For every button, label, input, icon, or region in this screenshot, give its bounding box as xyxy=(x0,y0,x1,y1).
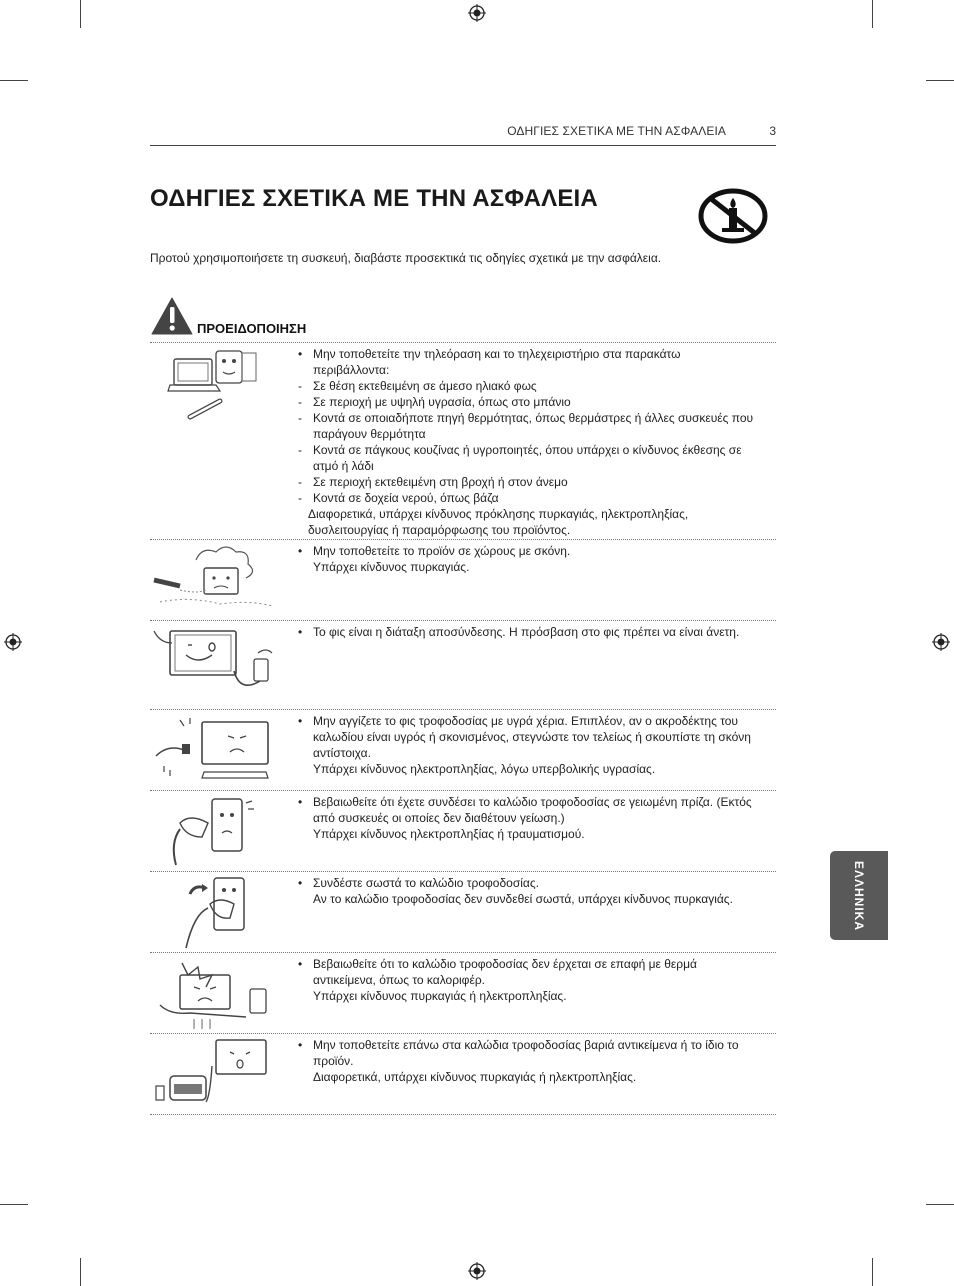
no-candle-icon xyxy=(698,188,768,244)
bullet-item xyxy=(296,346,756,506)
crop-mark-bottom-left-v xyxy=(80,1258,81,1286)
registration-mark-icon xyxy=(932,633,950,651)
safety-row xyxy=(150,952,776,1033)
safety-row xyxy=(150,620,776,709)
bullet-item xyxy=(296,543,756,575)
safety-row xyxy=(150,342,776,539)
warning-triangle-icon xyxy=(151,297,193,335)
bullet-text: Βεβαιωθείτε ότι το καλώδιο τροφοδοσίας δεν έρχεται σε επαφή με θερμά αντικείμενα, όπως το καλοριφέρ. xyxy=(313,957,697,987)
bullet-text: Βεβαιωθείτε ότι έχετε συνδέσει το καλώδιο τροφοδοσίας σε γειωμένη πρίζα. (Εκτός από συσκευές οι οποίες δεν διαθέτουν γείωση.) xyxy=(313,795,752,825)
bullet-detail: Υπάρχει κίνδυνος πυρκαγιάς. xyxy=(313,560,470,574)
tv-remote-illustration xyxy=(150,345,280,421)
safety-row xyxy=(150,709,776,790)
page-number: 3 xyxy=(769,124,776,138)
heavy-objects-illustration xyxy=(150,1036,280,1112)
crop-mark-bottom-right-h xyxy=(926,1204,954,1205)
row-text xyxy=(296,875,756,907)
bullet-detail: Υπάρχει κίνδυνος πυρκαγιάς ή ηλεκτροπληξίας. xyxy=(313,989,567,1003)
dash-item: - Κοντά σε πάγκους κουζίνας ή υγροποιητές, όπου υπάρχει ο κίνδυνος έκθεσης σε ατμό ή λάδι xyxy=(296,442,756,474)
bullet-text: Μην τοποθετείτε επάνω στα καλώδια τροφοδοσίας βαριά αντικείμενα ή το ίδιο το προϊόν. xyxy=(313,1038,739,1068)
crop-mark-top-right-h xyxy=(926,80,954,81)
wet-hands-illustration xyxy=(150,712,280,788)
row-text xyxy=(296,713,756,777)
row-text xyxy=(296,1037,756,1085)
row-tail: Διαφορετικά, υπάρχει κίνδυνος πρόκλησης πυρκαγιάς, ηλεκτροπληξίας, δυσλειτουργίας ή παραμόρφωσης του προϊόντος. xyxy=(308,507,689,537)
grounded-outlet-illustration xyxy=(150,793,280,869)
bullet-text: Μην αγγίζετε το φις τροφοδοσίας με υγρά χέρια. Επιπλέον, αν ο ακροδέκτης του καλωδίου είναι υγρός ή σκονισμένος, στεγνώστε τον τελείως ή σκουπίστε τη σκόνη αντίστοιχα. xyxy=(313,714,751,760)
bullet-detail: Υπάρχει κίνδυνος ηλεκτροπληξίας, λόγω υπερβολικής υγρασίας. xyxy=(313,762,656,776)
dust-illustration xyxy=(150,542,280,618)
crop-mark-bottom-left-h xyxy=(0,1204,28,1205)
bullet-item xyxy=(296,794,756,842)
bullet-detail: Υπάρχει κίνδυνος ηλεκτροπληξίας ή τραυματισμού. xyxy=(313,827,585,841)
dash-item: - Σε θέση εκτεθειμένη σε άμεσο ηλιακό φως xyxy=(296,378,756,394)
bullet-item xyxy=(296,875,756,907)
bullet-item xyxy=(296,956,756,1004)
safety-row xyxy=(150,790,776,871)
warning-label: ΠΡΟΕΙΔΟΠΟΙΗΣΗ xyxy=(197,321,307,336)
row-text xyxy=(296,624,756,640)
dash-item: - Κοντά σε οποιαδήποτε πηγή θερμότητας, όπως θερμάστρες ή άλλες συσκευές που παράγουν θερμότητα xyxy=(296,410,756,442)
crop-mark-bottom-right-v xyxy=(872,1258,873,1286)
registration-mark-icon xyxy=(4,633,22,651)
bullet-item xyxy=(296,1037,756,1085)
bullet-text: Μην τοποθετείτε το προϊόν σε χώρους με σκόνη. xyxy=(313,544,571,558)
list-end-rule xyxy=(150,1114,776,1115)
row-text xyxy=(296,794,756,842)
dash-item: - Σε περιοχή εκτεθειμένη στη βροχή ή στον άνεμο xyxy=(296,474,756,490)
dash-item: - Σε περιοχή με υψηλή υγρασία, όπως στο μπάνιο xyxy=(296,394,756,410)
running-head-title: ΟΔΗΓΙΕΣ ΣΧΕΤΙΚΑ ΜΕ ΤΗΝ ΑΣΦΑΛΕΙΑ xyxy=(507,124,726,138)
plug-access-illustration xyxy=(150,623,280,699)
crop-mark-top-left-v xyxy=(80,0,81,28)
bullet-detail: Αν το καλώδιο τροφοδοσίας δεν συνδεθεί σωστά, υπάρχει κίνδυνος πυρκαγιάς. xyxy=(313,892,733,906)
crop-mark-top-right-v xyxy=(872,0,873,28)
row-text xyxy=(296,956,756,1004)
bullet-text: Μην τοποθετείτε την τηλεόραση και το τηλεχειριστήριο στα παρακάτω περιβάλλοντα: xyxy=(313,347,681,377)
intro-text: Προτού χρησιμοποιήσετε τη συσκευή, διαβάστε προσεκτικά τις οδηγίες σχετικά με την ασφάλεια. xyxy=(150,251,662,265)
dash-item: - Κοντά σε δοχεία νερού, όπως βάζα xyxy=(296,490,756,506)
connect-cable-illustration xyxy=(150,874,280,950)
language-tab-label: ΕΛΛΗΝΙΚΑ xyxy=(852,860,866,931)
row-text xyxy=(296,543,756,575)
running-head xyxy=(150,123,776,146)
safety-row xyxy=(150,1033,776,1114)
heater-contact-illustration xyxy=(150,955,280,1031)
bullet-item xyxy=(296,624,756,640)
language-tab xyxy=(830,851,888,940)
row-text xyxy=(296,346,756,538)
page-title: ΟΔΗΓΙΕΣ ΣΧΕΤΙΚΑ ΜΕ ΤΗΝ ΑΣΦΑΛΕΙΑ xyxy=(150,185,598,212)
safety-row xyxy=(150,871,776,952)
crop-mark-top-left-h xyxy=(0,80,28,81)
bullet-item xyxy=(296,713,756,777)
registration-mark-icon xyxy=(468,1262,486,1280)
bullet-detail: Διαφορετικά, υπάρχει κίνδυνος πυρκαγιάς ή ηλεκτροπληξίας. xyxy=(313,1070,637,1084)
registration-mark-icon xyxy=(468,4,486,22)
bullet-text: Συνδέστε σωστά το καλώδιο τροφοδοσίας. xyxy=(313,876,539,890)
bullet-text: Το φις είναι η διάταξη αποσύνδεσης. Η πρόσβαση στο φις πρέπει να είναι άνετη. xyxy=(313,625,740,639)
safety-row xyxy=(150,539,776,620)
